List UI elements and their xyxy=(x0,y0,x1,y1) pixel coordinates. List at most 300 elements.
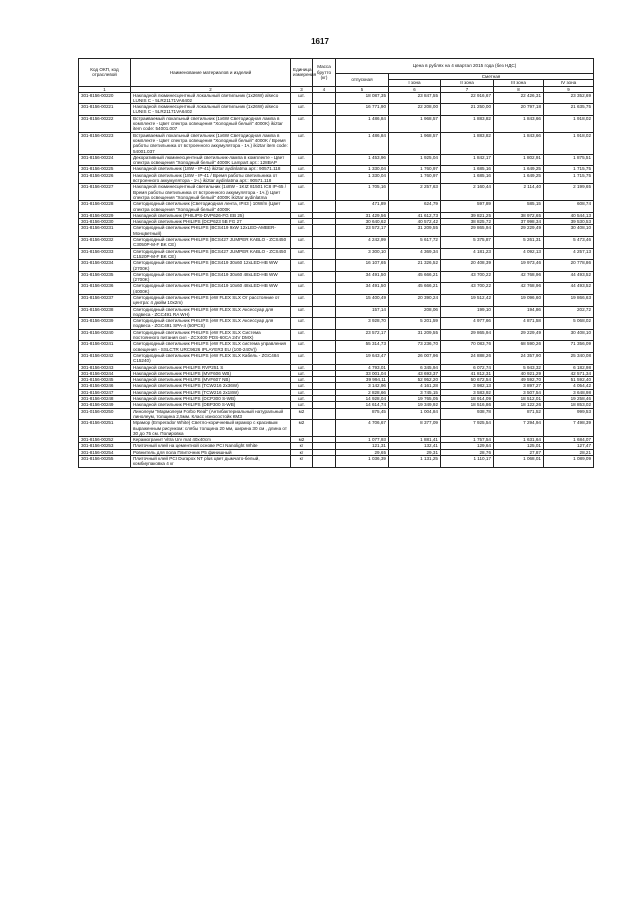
cell-zone-2-price: 43 700,22 xyxy=(441,283,494,295)
cell-code: 301-8156-00243 xyxy=(79,364,131,370)
cell-name: Светодиодный светильник PHILIPS (eW FLEX SLX система управления освещения - SSLCTR URC9626 IPLAYER3 EU (100-240V)) xyxy=(131,341,291,353)
cell-code: 301-8156-00235 xyxy=(79,271,131,283)
cell-release-price: 1 486,84 xyxy=(336,115,389,132)
column-number: 4 xyxy=(313,86,336,92)
cell-unit: шт. xyxy=(291,377,313,383)
cell-zone-1-price: 1 968,57 xyxy=(389,132,441,154)
cell-name: Накладной светильник PHILIPS RVP251 S xyxy=(131,364,291,370)
table-row xyxy=(79,408,594,420)
cell-zone-3-price: 20 797,18 xyxy=(494,104,544,116)
cell-mass xyxy=(313,341,336,353)
cell-code: 301-8156-00238 xyxy=(79,306,131,318)
cell-zone-1-price: 52 952,20 xyxy=(389,377,441,383)
cell-zone-3-price: 42 768,96 xyxy=(494,283,544,295)
cell-zone-4-price: 999,53 xyxy=(544,408,594,420)
cell-unit: шт. xyxy=(291,201,313,213)
cell-zone-1-price: 21 326,52 xyxy=(389,260,441,272)
cell-unit: шт. xyxy=(291,92,313,104)
cell-zone-1-price: 26 007,96 xyxy=(389,352,441,364)
cell-zone-2-price: 70 083,76 xyxy=(441,341,494,353)
cell-zone-2-price: 199,10 xyxy=(441,306,494,318)
cell-name: Светодиодный светильник (Светодиодная лента, IP43 ) 10W/m (Цвет спектра освещения "Холодный белый" 4000K xyxy=(131,201,291,213)
cell-zone-1-price: 20 390,24 xyxy=(389,294,441,306)
cell-zone-4-price: 1 918,02 xyxy=(544,132,594,154)
cell-zone-3-price: 1 631,64 xyxy=(494,437,544,443)
cell-code: 301-8156-00249 xyxy=(79,402,131,408)
cell-zone-4-price: 25 340,08 xyxy=(544,352,594,364)
cell-zone-2-price: 38 825,72 xyxy=(441,219,494,225)
cell-zone-3-price: 4 871,58 xyxy=(494,318,544,330)
cell-zone-1-price: 624,79 xyxy=(389,201,441,213)
cell-code: 301-8156-00244 xyxy=(79,370,131,376)
cell-mass xyxy=(313,283,336,295)
cell-name: Линолеум "Мармолеум Forbo Real" (Антибактериальный натуральный линолеум, толщина 2,5мм. Класс износостойк КМЗ xyxy=(131,408,291,420)
cell-zone-1-price: 1 925,04 xyxy=(389,154,441,166)
cell-zone-2-price: 597,89 xyxy=(441,201,494,213)
cell-zone-3-price: 27,87 xyxy=(494,449,544,455)
table-row xyxy=(79,154,594,166)
cell-zone-4-price: 608,74 xyxy=(544,201,594,213)
cell-release-price: 30 640,62 xyxy=(336,219,389,225)
cell-release-price: 23 572,17 xyxy=(336,329,389,341)
cell-mass xyxy=(313,92,336,104)
cell-unit: кг xyxy=(291,456,313,468)
cell-release-price: 34 491,50 xyxy=(336,271,389,283)
cell-mass xyxy=(313,408,336,420)
cell-zone-2-price: 19 512,42 xyxy=(441,294,494,306)
cell-zone-2-price: 1 685,16 xyxy=(441,172,494,184)
cell-mass xyxy=(313,294,336,306)
cell-zone-4-price: 20 778,86 xyxy=(544,260,594,272)
cell-name: Светодиодный светильник PHILIPS (eW FLEX SLX Аксессуар для подвеса - ZCC491 RA WH) xyxy=(131,306,291,318)
cell-release-price: 4 706,67 xyxy=(336,420,389,437)
cell-zone-3-price: 37 998,34 xyxy=(494,219,544,225)
cell-zone-3-price: 49 592,70 xyxy=(494,377,544,383)
price-table-body xyxy=(79,92,594,467)
cell-code: 301-8156-00252 xyxy=(79,437,131,443)
cell-name: Накладной светильник PHILIPS (DBP300 S-WB) xyxy=(131,402,291,408)
cell-zone-1-price: 40 572,42 xyxy=(389,219,441,225)
table-row xyxy=(79,92,594,104)
cell-mass xyxy=(313,456,336,468)
cell-zone-2-price: 29 865,94 xyxy=(441,329,494,341)
cell-unit: шт. xyxy=(291,132,313,154)
cell-code: 301-8156-00224 xyxy=(79,154,131,166)
cell-code: 301-8156-00239 xyxy=(79,318,131,330)
cell-release-price: 33 001,04 xyxy=(336,370,389,376)
cell-zone-1-price: 2 257,63 xyxy=(389,184,441,201)
header-release: отпускная xyxy=(336,74,389,87)
cell-zone-3-price: 1 843,66 xyxy=(494,115,544,132)
cell-zone-2-price: 4 181,23 xyxy=(441,248,494,260)
header-unit: Единица измерения xyxy=(291,59,313,87)
cell-unit: шт. xyxy=(291,225,313,237)
cell-zone-3-price: 125,01 xyxy=(494,443,544,449)
table-row xyxy=(79,294,594,306)
cell-zone-1-price: 1 004,84 xyxy=(389,408,441,420)
cell-zone-2-price: 3 583,92 xyxy=(441,389,494,395)
cell-zone-4-price: 1 715,75 xyxy=(544,166,594,172)
cell-zone-3-price: 5 261,31 xyxy=(494,237,544,249)
cell-zone-3-price: 40 921,29 xyxy=(494,370,544,376)
cell-zone-2-price: 39 821,25 xyxy=(441,212,494,218)
cell-name: Светодиодный светильник PHILIPS (BCS419 10x60 48xLED-HB WW (4000K) xyxy=(131,283,291,295)
cell-unit: шт. xyxy=(291,370,313,376)
table-row xyxy=(79,115,594,132)
cell-name: Накладной светильник PHILIPS (DCP300 S-WB) xyxy=(131,396,291,402)
cell-name: Накладной светильник (18W - IP-41 / Время работы светильника от встроенного аккумулятора - 1ч.) ikiztar aydinlatma арт.: 90571.118 xyxy=(131,172,291,184)
cell-zone-3-price: 68 590,26 xyxy=(494,341,544,353)
cell-unit: шт. xyxy=(291,166,313,172)
table-row xyxy=(79,184,594,201)
cell-name: Мрамор (Emperador White) Светло-коричневый мрамор с красивым выраженным рисунком: слябы толщина 20 мм, ширина 30 см , длина от 30 до 75 см. Полировка xyxy=(131,420,291,437)
header-zone-1: I зона xyxy=(389,80,441,86)
cell-release-price: 157,14 xyxy=(336,306,389,318)
table-row xyxy=(79,341,594,353)
cell-zone-4-price: 28,21 xyxy=(544,449,594,455)
cell-zone-1-price: 4 369,34 xyxy=(389,248,441,260)
cell-code: 301-8156-00254 xyxy=(79,449,131,455)
cell-unit: шт. xyxy=(291,237,313,249)
cell-code: 301-8156-00230 xyxy=(79,219,131,225)
cell-mass xyxy=(313,154,336,166)
cell-release-price: 34 491,50 xyxy=(336,283,389,295)
cell-unit: шт. xyxy=(291,318,313,330)
cell-unit: шт. xyxy=(291,212,313,218)
cell-name: Накладной светильник PHILIPS (TCW216 2x36W) xyxy=(131,383,291,389)
cell-name: Накладной люминесцентный локальный светильник (1x26W) alseco LUNIS C - 5LR21171VA6402 xyxy=(131,104,291,116)
cell-zone-3-price: 1 649,25 xyxy=(494,172,544,184)
cell-code: 301-8156-00251 xyxy=(79,420,131,437)
cell-zone-3-price: 4 092,13 xyxy=(494,248,544,260)
page-number: 1617 xyxy=(311,37,329,46)
cell-release-price: 14 928,04 xyxy=(336,396,389,402)
cell-zone-1-price: 1 881,41 xyxy=(389,437,441,443)
cell-zone-2-price: 1 110,17 xyxy=(441,456,494,468)
cell-code: 301-8156-00220 xyxy=(79,92,131,104)
cell-zone-2-price: 21 250,00 xyxy=(441,104,494,116)
cell-zone-3-price: 7 294,94 xyxy=(494,420,544,437)
cell-name: Светодиодный светильник PHILIPS (BCS419 30x60 48xLED-HB WW (2700K) xyxy=(131,271,291,283)
cell-zone-4-price: 44 493,52 xyxy=(544,271,594,283)
cell-unit: шт. xyxy=(291,283,313,295)
cell-zone-3-price: 3 507,54 xyxy=(494,389,544,395)
cell-mass xyxy=(313,271,336,283)
cell-code: 301-8156-00255 xyxy=(79,456,131,468)
cell-name: Накладной светильник PHILIPS (TCW216 2x18W) xyxy=(131,389,291,395)
cell-code: 301-8156-00225 xyxy=(79,166,131,172)
column-number: 9 xyxy=(544,86,594,92)
cell-zone-3-price: 2 114,40 xyxy=(494,184,544,201)
cell-zone-4-price: 3 648,98 xyxy=(544,389,594,395)
cell-zone-3-price: 29 229,49 xyxy=(494,225,544,237)
cell-unit: шт. xyxy=(291,389,313,395)
cell-zone-1-price: 45 666,21 xyxy=(389,271,441,283)
table-row xyxy=(79,283,594,295)
cell-mass xyxy=(313,184,336,201)
cell-zone-1-price: 1 968,57 xyxy=(389,115,441,132)
cell-code: 301-8156-00240 xyxy=(79,329,131,341)
cell-unit: м2 xyxy=(291,420,313,437)
cell-mass xyxy=(313,115,336,132)
cell-zone-1-price: 29,31 xyxy=(389,449,441,455)
cell-name: Накладной светильник (PHILIPS-DVP626-FG EB 25) xyxy=(131,212,291,218)
table-row xyxy=(79,260,594,272)
cell-code: 301-8156-00228 xyxy=(79,201,131,213)
cell-unit: шт. xyxy=(291,329,313,341)
cell-zone-4-price: 40 544,13 xyxy=(544,212,594,218)
cell-name: Светодиодный светильник PHILIPS (eW FLEX SLX Кабель - ZGC484 C15240) xyxy=(131,352,291,364)
cell-zone-2-price: 1 757,54 xyxy=(441,437,494,443)
cell-mass xyxy=(313,420,336,437)
cell-unit: шт. xyxy=(291,219,313,225)
cell-unit: кг xyxy=(291,443,313,449)
cell-zone-2-price: 1 685,16 xyxy=(441,166,494,172)
cell-release-price: 1 705,16 xyxy=(336,184,389,201)
cell-code: 301-8156-00237 xyxy=(79,294,131,306)
cell-mass xyxy=(313,132,336,154)
cell-zone-4-price: 44 493,52 xyxy=(544,283,594,295)
cell-release-price: 3 928,70 xyxy=(336,318,389,330)
cell-name: Ровнитель для пола Плиточник P5 финишный xyxy=(131,449,291,455)
cell-zone-2-price: 22 916,67 xyxy=(441,92,494,104)
cell-release-price: 471,89 xyxy=(336,201,389,213)
cell-mass xyxy=(313,172,336,184)
cell-unit: шт. xyxy=(291,115,313,132)
cell-zone-3-price: 22 426,31 xyxy=(494,92,544,104)
cell-code: 301-8156-00233 xyxy=(79,248,131,260)
cell-name: Накладной светильник PHILIPS (DCP623 5B FG 27 xyxy=(131,219,291,225)
cell-name: Накладной люминесцентный локальный светильник (1x26W) alseco LUNIS C - 5LR21171VA6402 xyxy=(131,92,291,104)
cell-mass xyxy=(313,104,336,116)
cell-name: Светодиодный светильник PHILIPS (BCS427 JUMPER KABLO - ZCS450 C3050P-M-F BK CE) xyxy=(131,237,291,249)
cell-unit: шт. xyxy=(291,341,313,353)
cell-zone-4-price: 42 571,34 xyxy=(544,370,594,376)
cell-zone-3-price: 1 843,66 xyxy=(494,132,544,154)
cell-zone-4-price: 39 530,53 xyxy=(544,219,594,225)
cell-zone-4-price: 2 199,65 xyxy=(544,184,594,201)
cell-zone-1-price: 208,06 xyxy=(389,306,441,318)
cell-name: Керамогранит Vitra Urv mat 40x40cm xyxy=(131,437,291,443)
cell-name: Плиточный клей PCI Durapox NT plus цвет дымчато-белый, комбиупаковка 4 кг xyxy=(131,456,291,468)
cell-zone-3-price: 18 512,01 xyxy=(494,396,544,402)
cell-zone-1-price: 73 236,70 xyxy=(389,341,441,353)
cell-unit: шт. xyxy=(291,271,313,283)
cell-release-price: 3 142,96 xyxy=(336,383,389,389)
cell-zone-4-price: 4 257,13 xyxy=(544,248,594,260)
cell-release-price: 1 453,96 xyxy=(336,154,389,166)
cell-release-price: 16 107,65 xyxy=(336,260,389,272)
table-row xyxy=(79,201,594,213)
cell-release-price: 1 330,04 xyxy=(336,172,389,184)
cell-zone-4-price: 23 352,69 xyxy=(544,92,594,104)
cell-name: Светодиодный светильник PHILIPS (eW FLEX SLX Система постоянного питания сил - ZCX400 PDS-60CA 24V DMX) xyxy=(131,329,291,341)
table-row xyxy=(79,248,594,260)
cell-code: 301-8156-00253 xyxy=(79,443,131,449)
table-row xyxy=(79,306,594,318)
cell-zone-4-price: 5 068,02 xyxy=(544,318,594,330)
cell-zone-2-price: 18 914,09 xyxy=(441,396,494,402)
cell-zone-2-price: 6 072,74 xyxy=(441,364,494,370)
cell-zone-4-price: 30 408,10 xyxy=(544,329,594,341)
cell-zone-4-price: 1 875,51 xyxy=(544,154,594,166)
cell-mass xyxy=(313,260,336,272)
cell-zone-3-price: 1 068,01 xyxy=(494,456,544,468)
cell-name: Светодиодный светильник PHILIPS (eW FLEX SLX Аксессуар для подвеса - ZGC491 SPA-4 (50PCS) xyxy=(131,318,291,330)
cell-zone-4-price: 202,72 xyxy=(544,306,594,318)
table-row xyxy=(79,132,594,154)
cell-zone-1-price: 43 693,37 xyxy=(389,370,441,376)
column-number: 7 xyxy=(441,86,494,92)
cell-name: Накладной люминесцентный светильник (1x8W - 1KIZ 81501 IC8 IP-65 / Время работы светильника от встроенного аккумулятора - 1ч.)) Цвет спектра освещения "Холодный белый" 4000K ikiztar aydinlatma xyxy=(131,184,291,201)
cell-zone-2-price: 20 408,39 xyxy=(441,260,494,272)
header-row xyxy=(79,59,594,74)
cell-unit: м2 xyxy=(291,437,313,443)
header-estimate: Сметная xyxy=(389,74,594,80)
cell-name: Светодиодный светильник PHILIPS (eW FLEX SLX От расстояние от центра: 4 дюйм 10x2m) xyxy=(131,294,291,306)
cell-zone-2-price: 1 883,82 xyxy=(441,132,494,154)
cell-name: Накладной светильник PHILIPS (MVF606 WB) xyxy=(131,370,291,376)
cell-zone-4-price: 1 918,02 xyxy=(544,115,594,132)
cell-zone-3-price: 38 972,65 xyxy=(494,212,544,218)
cell-code: 301-8156-00223 xyxy=(79,132,131,154)
table-row xyxy=(79,420,594,437)
cell-release-price: 19 643,47 xyxy=(336,352,389,364)
cell-zone-4-price: 18 853,02 xyxy=(544,402,594,408)
cell-zone-2-price: 50 672,54 xyxy=(441,377,494,383)
cell-name: Накладной светильник (18W - IP-41) ikiztar aydinlatma арт.: 90571.118 xyxy=(131,166,291,172)
cell-name: Светодиодный светильник PHILIPS (BCS419 9xW 12xLED-AMBER-Монцветный) xyxy=(131,225,291,237)
table-row xyxy=(79,225,594,237)
table-row xyxy=(79,456,594,468)
cell-zone-2-price: 43 700,22 xyxy=(441,271,494,283)
cell-code: 301-8156-00227 xyxy=(79,184,131,201)
cell-code: 301-8156-00226 xyxy=(79,172,131,184)
cell-code: 301-8156-00247 xyxy=(79,389,131,395)
cell-zone-1-price: 8 377,09 xyxy=(389,420,441,437)
cell-zone-1-price: 6 345,94 xyxy=(389,364,441,370)
cell-zone-3-price: 1 802,91 xyxy=(494,154,544,166)
cell-zone-4-price: 4 054,42 xyxy=(544,383,594,389)
cell-zone-1-price: 31 209,55 xyxy=(389,329,441,341)
cell-code: 301-8156-00231 xyxy=(79,225,131,237)
cell-zone-1-price: 1 760,97 xyxy=(389,172,441,184)
cell-zone-3-price: 585,15 xyxy=(494,201,544,213)
cell-unit: шт. xyxy=(291,260,313,272)
cell-release-price: 15 400,49 xyxy=(336,294,389,306)
cell-release-price: 16 771,90 xyxy=(336,104,389,116)
cell-unit: м2 xyxy=(291,408,313,420)
cell-zone-1-price: 1 131,25 xyxy=(389,456,441,468)
cell-zone-3-price: 194,86 xyxy=(494,306,544,318)
cell-zone-2-price: 2 160,44 xyxy=(441,184,494,201)
table-row xyxy=(79,172,594,184)
cell-zone-2-price: 7 925,54 xyxy=(441,420,494,437)
cell-zone-1-price: 31 209,55 xyxy=(389,225,441,237)
cell-zone-1-price: 19 765,05 xyxy=(389,396,441,402)
cell-zone-3-price: 5 943,32 xyxy=(494,364,544,370)
cell-zone-2-price: 129,64 xyxy=(441,443,494,449)
cell-release-price: 55 314,73 xyxy=(336,341,389,353)
table-row xyxy=(79,329,594,341)
cell-zone-2-price: 29 865,94 xyxy=(441,225,494,237)
cell-release-price: 4 793,01 xyxy=(336,364,389,370)
cell-zone-1-price: 5 201,59 xyxy=(389,318,441,330)
cell-zone-1-price: 132,41 xyxy=(389,443,441,449)
cell-zone-1-price: 41 612,73 xyxy=(389,212,441,218)
cell-zone-2-price: 4 977,66 xyxy=(441,318,494,330)
cell-code: 301-8156-00245 xyxy=(79,377,131,383)
cell-zone-4-price: 6 182,98 xyxy=(544,364,594,370)
table-row xyxy=(79,352,594,364)
cell-code: 301-0156-00250 xyxy=(79,408,131,420)
cell-zone-3-price: 29 229,49 xyxy=(494,329,544,341)
cell-name: Плиточный клей на цементной основе PCI Nanolight White xyxy=(131,443,291,449)
table-row xyxy=(79,104,594,116)
cell-release-price: 2 828,66 xyxy=(336,389,389,395)
cell-zone-4-price: 51 592,40 xyxy=(544,377,594,383)
cell-name: Накладной светильник PHILIPS (MVF607 NB) xyxy=(131,377,291,383)
cell-mass xyxy=(313,318,336,330)
cell-release-price: 875,45 xyxy=(336,408,389,420)
cell-zone-3-price: 19 973,46 xyxy=(494,260,544,272)
cell-code: 301-8156-00221 xyxy=(79,104,131,116)
cell-zone-1-price: 23 847,55 xyxy=(389,92,441,104)
cell-code: 301-8156-00246 xyxy=(79,383,131,389)
cell-name: Светодиодный светильник PHILIPS (BCS427 JUMPER KABLO - ZCS450 C1520P-M-F BK CE) xyxy=(131,248,291,260)
cell-unit: кг xyxy=(291,449,313,455)
cell-zone-4-price: 19 258,46 xyxy=(544,396,594,402)
price-table xyxy=(78,58,594,468)
cell-zone-3-price: 871,52 xyxy=(494,408,544,420)
cell-zone-4-price: 7 498,39 xyxy=(544,420,594,437)
header-mass: Масса брутто (кг) xyxy=(313,59,336,87)
cell-unit: шт. xyxy=(291,154,313,166)
column-number: 8 xyxy=(494,86,544,92)
cell-release-price: 1 486,84 xyxy=(336,132,389,154)
cell-code: 301-8156-00234 xyxy=(79,260,131,272)
cell-code: 301-8156-00248 xyxy=(79,396,131,402)
cell-zone-3-price: 24 357,90 xyxy=(494,352,544,364)
cell-code: 301-8156-00232 xyxy=(79,237,131,249)
cell-mass xyxy=(313,306,336,318)
cell-release-price: 1 330,04 xyxy=(336,166,389,172)
cell-zone-2-price: 1 842,17 xyxy=(441,154,494,166)
cell-zone-1-price: 22 208,00 xyxy=(389,104,441,116)
cell-release-price: 39 994,11 xyxy=(336,377,389,383)
cell-mass xyxy=(313,201,336,213)
cell-zone-4-price: 30 408,10 xyxy=(544,225,594,237)
header-price-group: Цена в рублях на 4 квартал 2015 года (без НДС) xyxy=(336,59,594,74)
cell-zone-4-price: 19 866,63 xyxy=(544,294,594,306)
cell-zone-1-price: 5 617,72 xyxy=(389,237,441,249)
cell-zone-3-price: 19 096,60 xyxy=(494,294,544,306)
cell-zone-2-price: 5 375,87 xyxy=(441,237,494,249)
cell-unit: шт. xyxy=(291,402,313,408)
column-number: 2 xyxy=(131,86,291,92)
column-number: 1 xyxy=(79,86,131,92)
header-zone-4: IV зона xyxy=(544,80,594,86)
cell-zone-1-price: 4 161,28 xyxy=(389,383,441,389)
cell-release-price: 29,65 xyxy=(336,449,389,455)
cell-unit: шт. xyxy=(291,172,313,184)
cell-zone-2-price: 938,78 xyxy=(441,408,494,420)
cell-zone-4-price: 5 473,46 xyxy=(544,237,594,249)
header-name: Наименование материалов и изделий xyxy=(131,59,291,87)
cell-zone-2-price: 41 812,31 xyxy=(441,370,494,376)
cell-unit: шт. xyxy=(291,352,313,364)
cell-zone-1-price: 1 760,97 xyxy=(389,166,441,172)
